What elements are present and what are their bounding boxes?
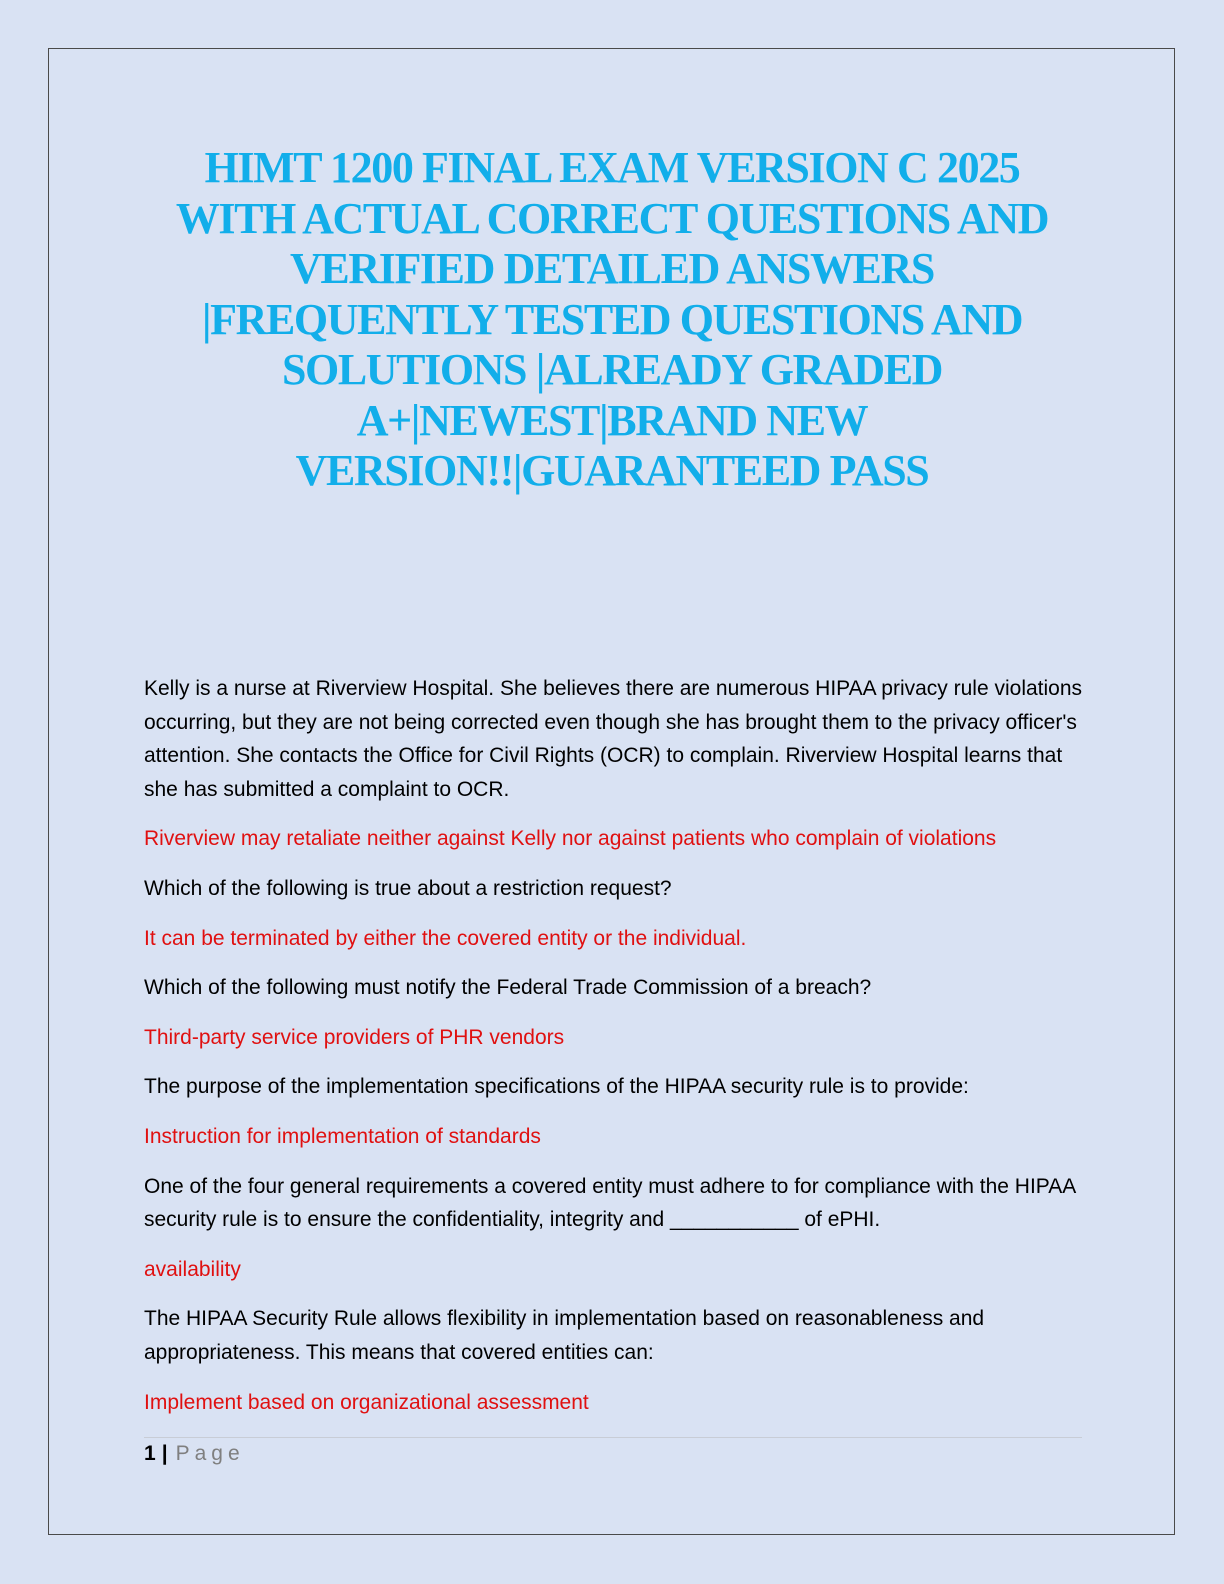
question-text: Which of the following must notify the Federal Trade Commission of a breach? <box>144 976 872 1000</box>
title-line: SOLUTIONS |ALREADY GRADED <box>281 345 943 394</box>
answer-text: Instruction for implementation of standards <box>144 1124 541 1148</box>
document-title <box>150 143 1074 497</box>
footer-separator: | <box>161 1442 168 1465</box>
page-label: Page <box>175 1442 245 1465</box>
question-text: The HIPAA Security Rule allows flexibility in implementation based on reasonableness and appropriateness. This means that covered entities can: <box>144 1307 985 1364</box>
page-number: 1 <box>144 1442 156 1465</box>
question-text: Kelly is a nurse at Riverview Hospital. She believes there are numerous HIPAA privacy rule violations occurring, but they are not being corrected even though she has brought them to the privacy officer's attention. She contacts the Office for Civil Rights (OCR) to complain. Riverview Hospital learns that she has submitted a complaint to OCR. <box>144 677 1083 801</box>
title-line: VERSION!!|GUARANTEED PASS <box>295 446 929 495</box>
title-line: |FREQUENTLY TESTED QUESTIONS AND <box>201 294 1023 344</box>
qa-list <box>144 672 1084 1435</box>
question-text: One of the four general requirements a covered entity must adhere to for compliance with the HIPAA security rule is to ensure the confidentiality, integrity and ___________ of ePHI. <box>144 1174 1076 1232</box>
title-line: A+|NEWEST|BRAND NEW <box>356 395 868 445</box>
title-line: WITH ACTUAL CORRECT QUESTIONS AND <box>175 193 1049 243</box>
footer-divider <box>144 1437 1082 1438</box>
question-text: Which of the following is true about a restriction request? <box>144 876 672 900</box>
answer-text: Third-party service providers of PHR vendors <box>144 1025 565 1049</box>
title-line: HIMT 1200 FINAL EXAM VERSION C 2025 <box>204 143 1020 192</box>
answer-text: availability <box>144 1257 241 1281</box>
title-line: VERIFIED DETAILED ANSWERS <box>290 244 934 293</box>
answer-text: Implement based on organizational assessment <box>144 1390 589 1414</box>
question-text: The purpose of the implementation specifications of the HIPAA security rule is to provide: <box>144 1075 969 1099</box>
answer-text: It can be terminated by either the covered entity or the individual. <box>144 926 747 950</box>
page-footer <box>144 1440 245 1468</box>
answer-text: Riverview may retaliate neither against Kelly nor against patients who complain of violations <box>144 827 997 851</box>
